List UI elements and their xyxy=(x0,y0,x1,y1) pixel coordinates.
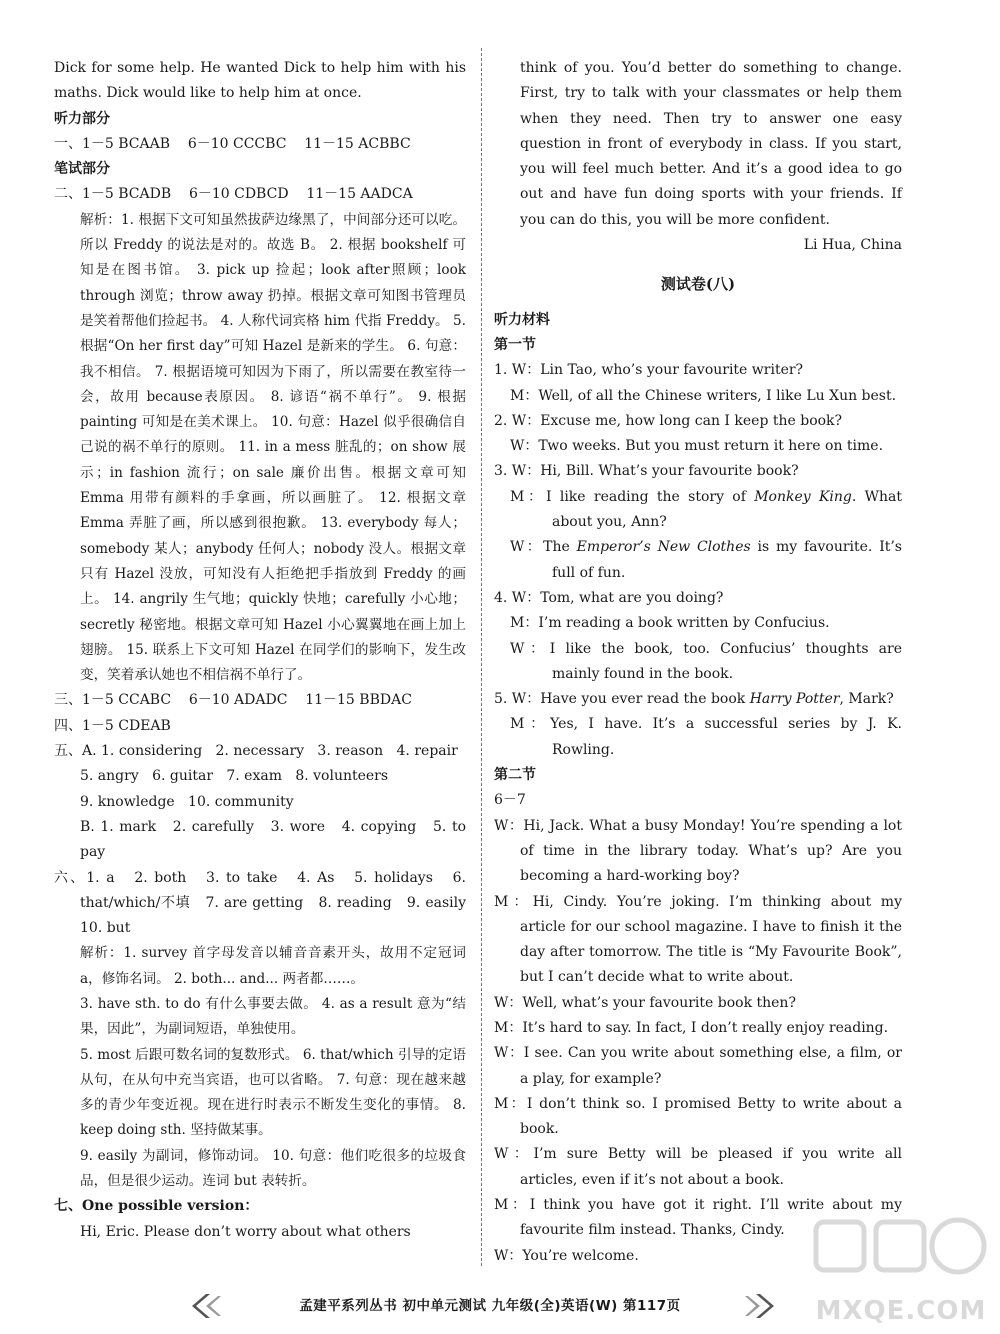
dialogue-line: W：Two weeks. But you must return it here on time. xyxy=(510,438,884,455)
dialogue-line: M：Hi, Cindy. You’re joking. I’m thinking about my article for our school magazine. I have to finish it the day after tomorrow. The title is “My Favourite Book”, but I can’t decide what to write about. xyxy=(494,893,907,986)
answer-line-5c: 9. knowledge 10. community xyxy=(80,793,294,810)
right-column xyxy=(494,56,907,1269)
question-range: 6－7 xyxy=(494,792,526,809)
dialogue-text: W：The xyxy=(510,539,577,556)
essay-signature: Li Hua, China xyxy=(803,237,902,254)
explanation-6b: 3. have sth. to do 有什么事要去做。 4. as a result 意为“结果，因此”，为副词短语，单独使用。 xyxy=(80,995,466,1038)
dialogue-line: M：I think you have got it right. I’ll write about my favourite film instead. Thanks, Cindy. xyxy=(494,1197,907,1239)
dialogue-line: M：Well, of all the Chinese writers, I like Lu Xun best. xyxy=(510,387,897,404)
dialogue-line: 3. W：Hi, Bill. What’s your favourite book? xyxy=(494,463,799,480)
answer-line-3: 三、1－5 CCABC 6－10 ADADC 11－15 BBDAC xyxy=(54,692,412,709)
explanation-6a: 解析：1. survey 首字母发音以辅音音素开头，故用不定冠词 a，修饰名词。 2. both... and... 两者都……。 xyxy=(80,945,471,987)
test-title: 测试卷(八) xyxy=(660,275,736,294)
dialogue-text: 5. W：Have you ever read the book xyxy=(494,691,750,708)
dialogue-text: is my favourite. It’s full of fun. xyxy=(552,539,907,581)
dialogue-line: W：I see. Can you write about something else, a film, or a play, for example? xyxy=(494,1045,907,1087)
explanation-6c: 5. most 后跟可数名词的复数形式。 6. that/which 引导的定语从句，在从句中充当宾语，也可以省略。 7. 句意：现在越来越多的青少年变近视。现在进行时表示不断发生变化的事情。 8. keep doing sth. 坚持做某事。 xyxy=(80,1046,471,1139)
explanation-block-2: 解析：1. 根据下文可知虽然拔萨边缘黑了，中间部分还可以吃。所以 Freddy 的说法是对的。故选 B。 2. 根据 bookshelf 可知是在图书馆。 3. pick up 捡起；look after照顾；look through 浏览；throw away 扔掉。根据文章可知图书管理员是笑着帮他们捡起书。 4. 人称代词宾格 him 代指 Freddy。 5. 根据“On her first day”可知 Hazel 是新来的学生。 6. 句意：我不相信。 7. 根据语境可知因为下雨了，所以需要在教室待一会，故用 because表原因。 8. 谚语“祸不单行”。 9. 根据 painting 可知是在美术课上。 10. 句意：Hazel 似乎很确信自己说的祸不单行的原则。 11. in a mess 脏乱的；on show 展示；in fashion 流行；on sale 廉价出售。根据文章可知 Emma 用带有颜料的手拿画，所以画脏了。 12. 根据文章 Emma 弄脏了画，所以感到很抱歉。 13. everybody 每人；somebody 某人；anybody 任何人；nobody 没人。根据文章只有 Hazel 没放，可知没有人拒绝把手指放到 Freddy 的画上。 14. angrily 生气地；quickly 快地；carefully 小心地；secretly 秘密地。根据文章可知 Hazel 小心翼翼地在画上加上翅膀。 15. 联系上下文可知 Hazel 在同学们的影响下，发生改变，笑着承认她也不相信祸不单行了。 xyxy=(80,211,471,684)
section-heading-listening-material: 听力材料 xyxy=(494,311,550,328)
sample-essay-continued: think of you. You’d better do something to change. First, try to talk with your classmates or help them when they need. Then try to answer one easy question in front of everybody in class. If you start, you will feel much better. And it’s a good idea to go out and have fun doing sports with your friends. If you can do this, you will be more confident. xyxy=(520,60,907,228)
answer-line-2: 二、1－5 BCADB 6－10 CDBCD 11－15 AADCA xyxy=(54,186,413,203)
answer-line-6: 六、1. a 2. both 3. to take 4. As 5. holidays 6. that/which/不填 7. are getting 8. reading 9. easily 10. but xyxy=(54,869,480,937)
footer-text: 孟建平系列丛书 初中单元测试 九年级(全)英语(W) 第117页 xyxy=(299,1298,681,1314)
dialogue-line: M：Yes, I have. It’s a successful series by J. K. Rowling. xyxy=(510,716,907,758)
answer-line-1: 一、1－5 BCAAB 6－10 CCCBC 11－15 ACBBC xyxy=(54,135,411,152)
dialogue-line: W：Well, what’s your favourite book then? xyxy=(494,994,796,1011)
dialogue-line: W：Hi, Jack. What a busy Monday! You’re spending a lot of time in the library today. What’s up? Are you becoming a hard-working boy? xyxy=(494,817,907,885)
dialogue-text: . What about you, Ann? xyxy=(552,488,907,531)
section-heading-listening: 听力部分 xyxy=(54,110,110,127)
dialogue-line: W：I’m sure Betty will be pleased if you write all articles, even if it’s not about a book. xyxy=(494,1146,907,1188)
answer-line-5d: B. 1. mark 2. carefully 3. wore 4. copying 5. to pay xyxy=(80,818,471,861)
dialogue-line: M：I don’t think so. I promised Betty to write about a book. xyxy=(494,1095,907,1138)
column-divider xyxy=(481,48,482,1266)
section-heading-writing: 七、One possible version： xyxy=(54,1198,259,1215)
sample-essay-start: Hi, Eric. Please don’t worry about what others xyxy=(80,1223,411,1240)
watermark xyxy=(806,1212,996,1330)
part-heading-1: 第一节 xyxy=(494,336,536,353)
explanation-6d: 9. easily 为副词，修饰动词。 10. 句意：他们吃很多的垃圾食品，但是很少运动。连词 but 表转折。 xyxy=(80,1147,466,1190)
dialogue-line xyxy=(494,535,907,586)
dialogue-text: , Mark? xyxy=(839,691,894,708)
watermark-text: MXQE.COM xyxy=(815,1296,987,1326)
dialogue-line xyxy=(494,485,907,536)
dialogue-line: M：I’m reading a book written by Confucius. xyxy=(510,615,830,632)
dialogue-line xyxy=(494,687,902,712)
dialogue-line: M：It’s hard to say. In fact, I don’t really enjoy reading. xyxy=(494,1019,889,1036)
double-chevron-left-icon xyxy=(186,1292,226,1320)
answer-line-4: 四、1－5 CDEAB xyxy=(54,717,171,734)
double-chevron-right-icon xyxy=(740,1292,780,1320)
answer-line-5a: 五、A. 1. considering 2. necessary 3. reason 4. repair xyxy=(54,743,458,760)
dialogue-text: M：I like reading the story of xyxy=(510,488,755,505)
answer-continuation: Dick for some help. He wanted Dick to help him with his maths. Dick would like to help him at once. xyxy=(54,60,471,102)
book-title: Emperor’s New Clothes xyxy=(576,539,751,556)
left-column xyxy=(54,56,480,1245)
dialogue-line: W：I like the book, too. Confucius’ thoughts are mainly found in the book. xyxy=(510,640,907,682)
dialogue-line: 1. W：Lin Tao, who’s your favourite writer? xyxy=(494,362,804,379)
part-heading-2: 第二节 xyxy=(494,767,536,784)
section-heading-written: 笔试部分 xyxy=(54,161,110,178)
dialogue-line: 4. W：Tom, what are you doing? xyxy=(494,589,724,606)
dialogue-line: 2. W：Excuse me, how long can I keep the book? xyxy=(494,412,843,429)
dialogue-line: W：You’re welcome. xyxy=(494,1247,639,1264)
book-title: Monkey King xyxy=(754,488,852,505)
answer-line-5b: 5. angry 6. guitar 7. exam 8. volunteers xyxy=(80,768,389,785)
watermark-logo-icon xyxy=(806,1212,996,1292)
book-title: Harry Potter xyxy=(749,691,840,708)
